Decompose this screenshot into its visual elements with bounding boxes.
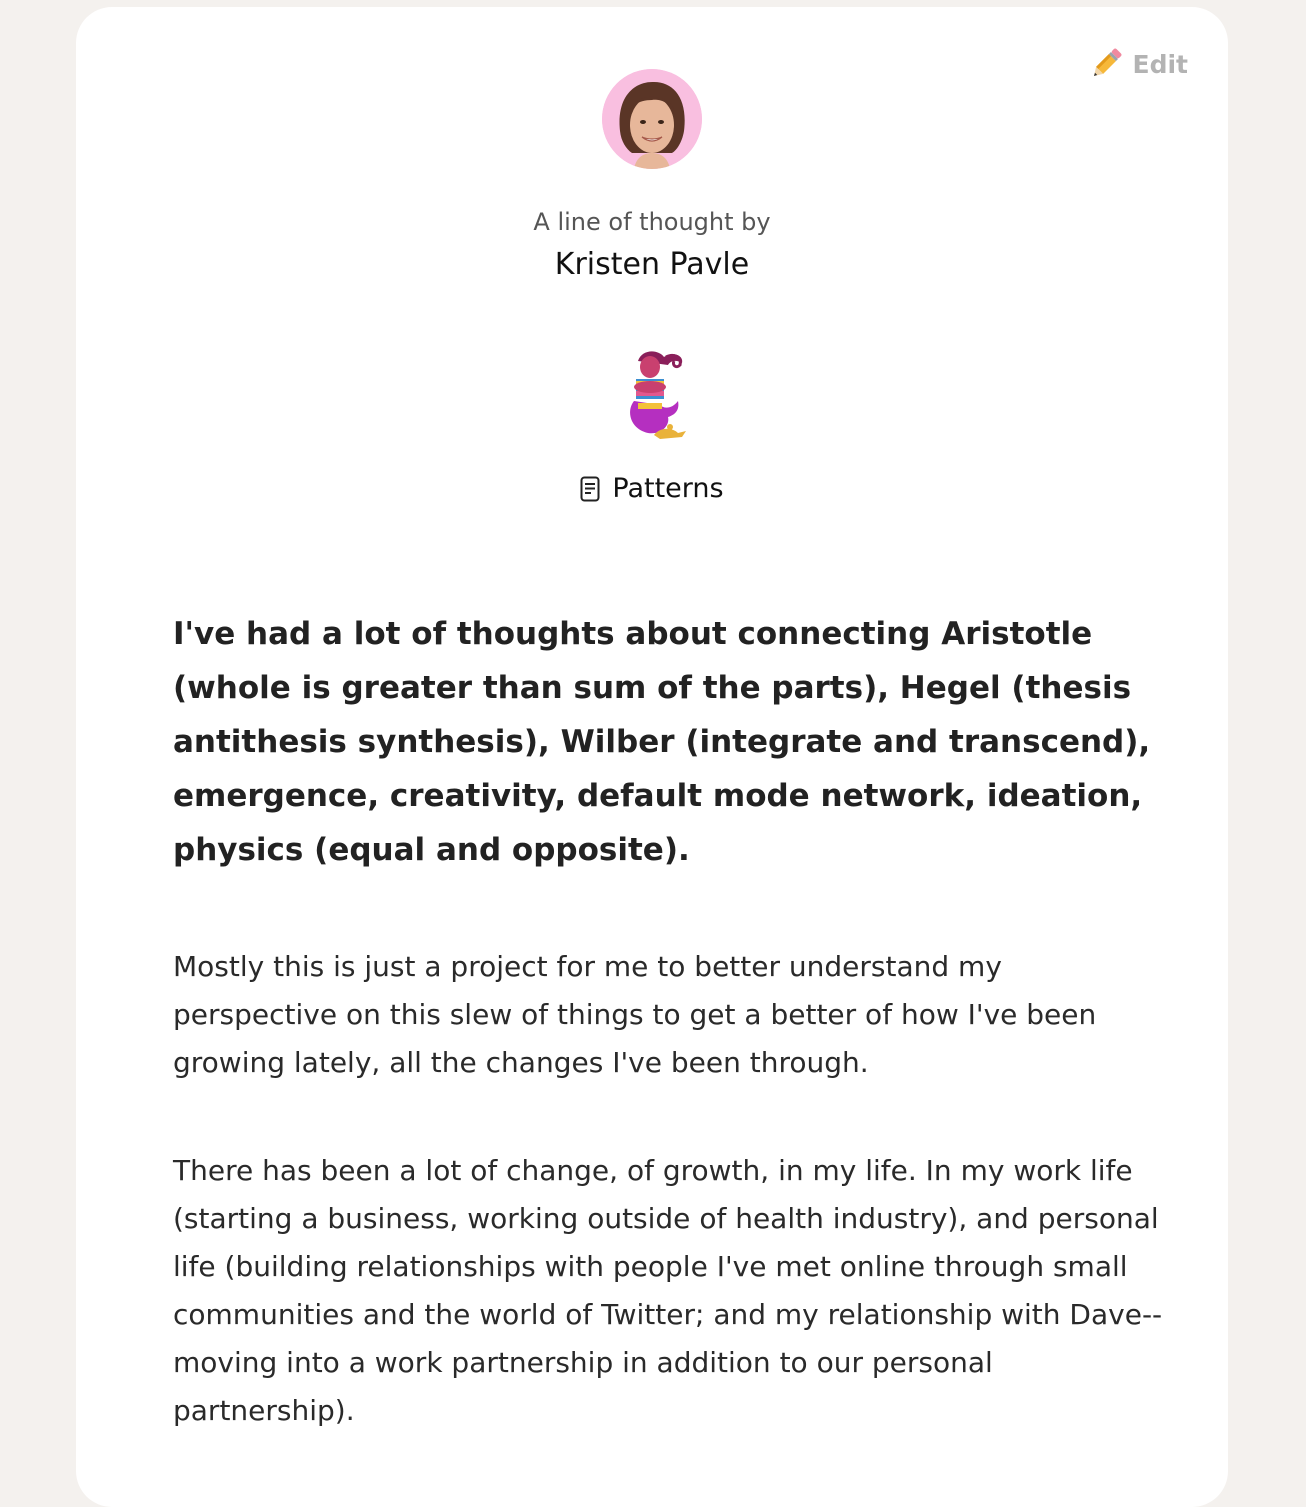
edit-label: Edit — [1132, 49, 1188, 79]
post-body — [173, 607, 1163, 1495]
author-name[interactable]: Kristen Pavle — [554, 247, 750, 282]
post-paragraph: There has been a lot of change, of growth, in my life. In my work life (starting a business, working outside of health industry), and personal life (building relationships with people I've met online through small communities and the world of Twitter; and my relationship with Dave--moving into a work partnership in addition to our personal partnership). — [173, 1154, 1163, 1427]
edit-button[interactable] — [1089, 47, 1189, 81]
document-icon — [580, 476, 600, 502]
collection-link[interactable] — [76, 473, 1228, 504]
byline-text: A line of thought by — [533, 208, 771, 236]
genie-icon — [608, 347, 696, 447]
post-lead: I've had a lot of thoughts about connecting Aristotle (whole is greater than sum of the parts), Hegel (thesis antithesis synthesis), Wilber (integrate and transcend), emergence, creativity, default mode network, ideation, physics (equal and opposite). — [173, 616, 1151, 868]
post-paragraph: Mostly this is just a project for me to better understand my perspective on this slew of things to get a better of how I've been growing lately, all the changes I've been through. — [173, 950, 1097, 1079]
collection-title: Patterns — [612, 473, 724, 504]
post-card — [76, 7, 1228, 1507]
pencil-icon — [1089, 47, 1123, 81]
author-avatar[interactable] — [602, 69, 702, 169]
